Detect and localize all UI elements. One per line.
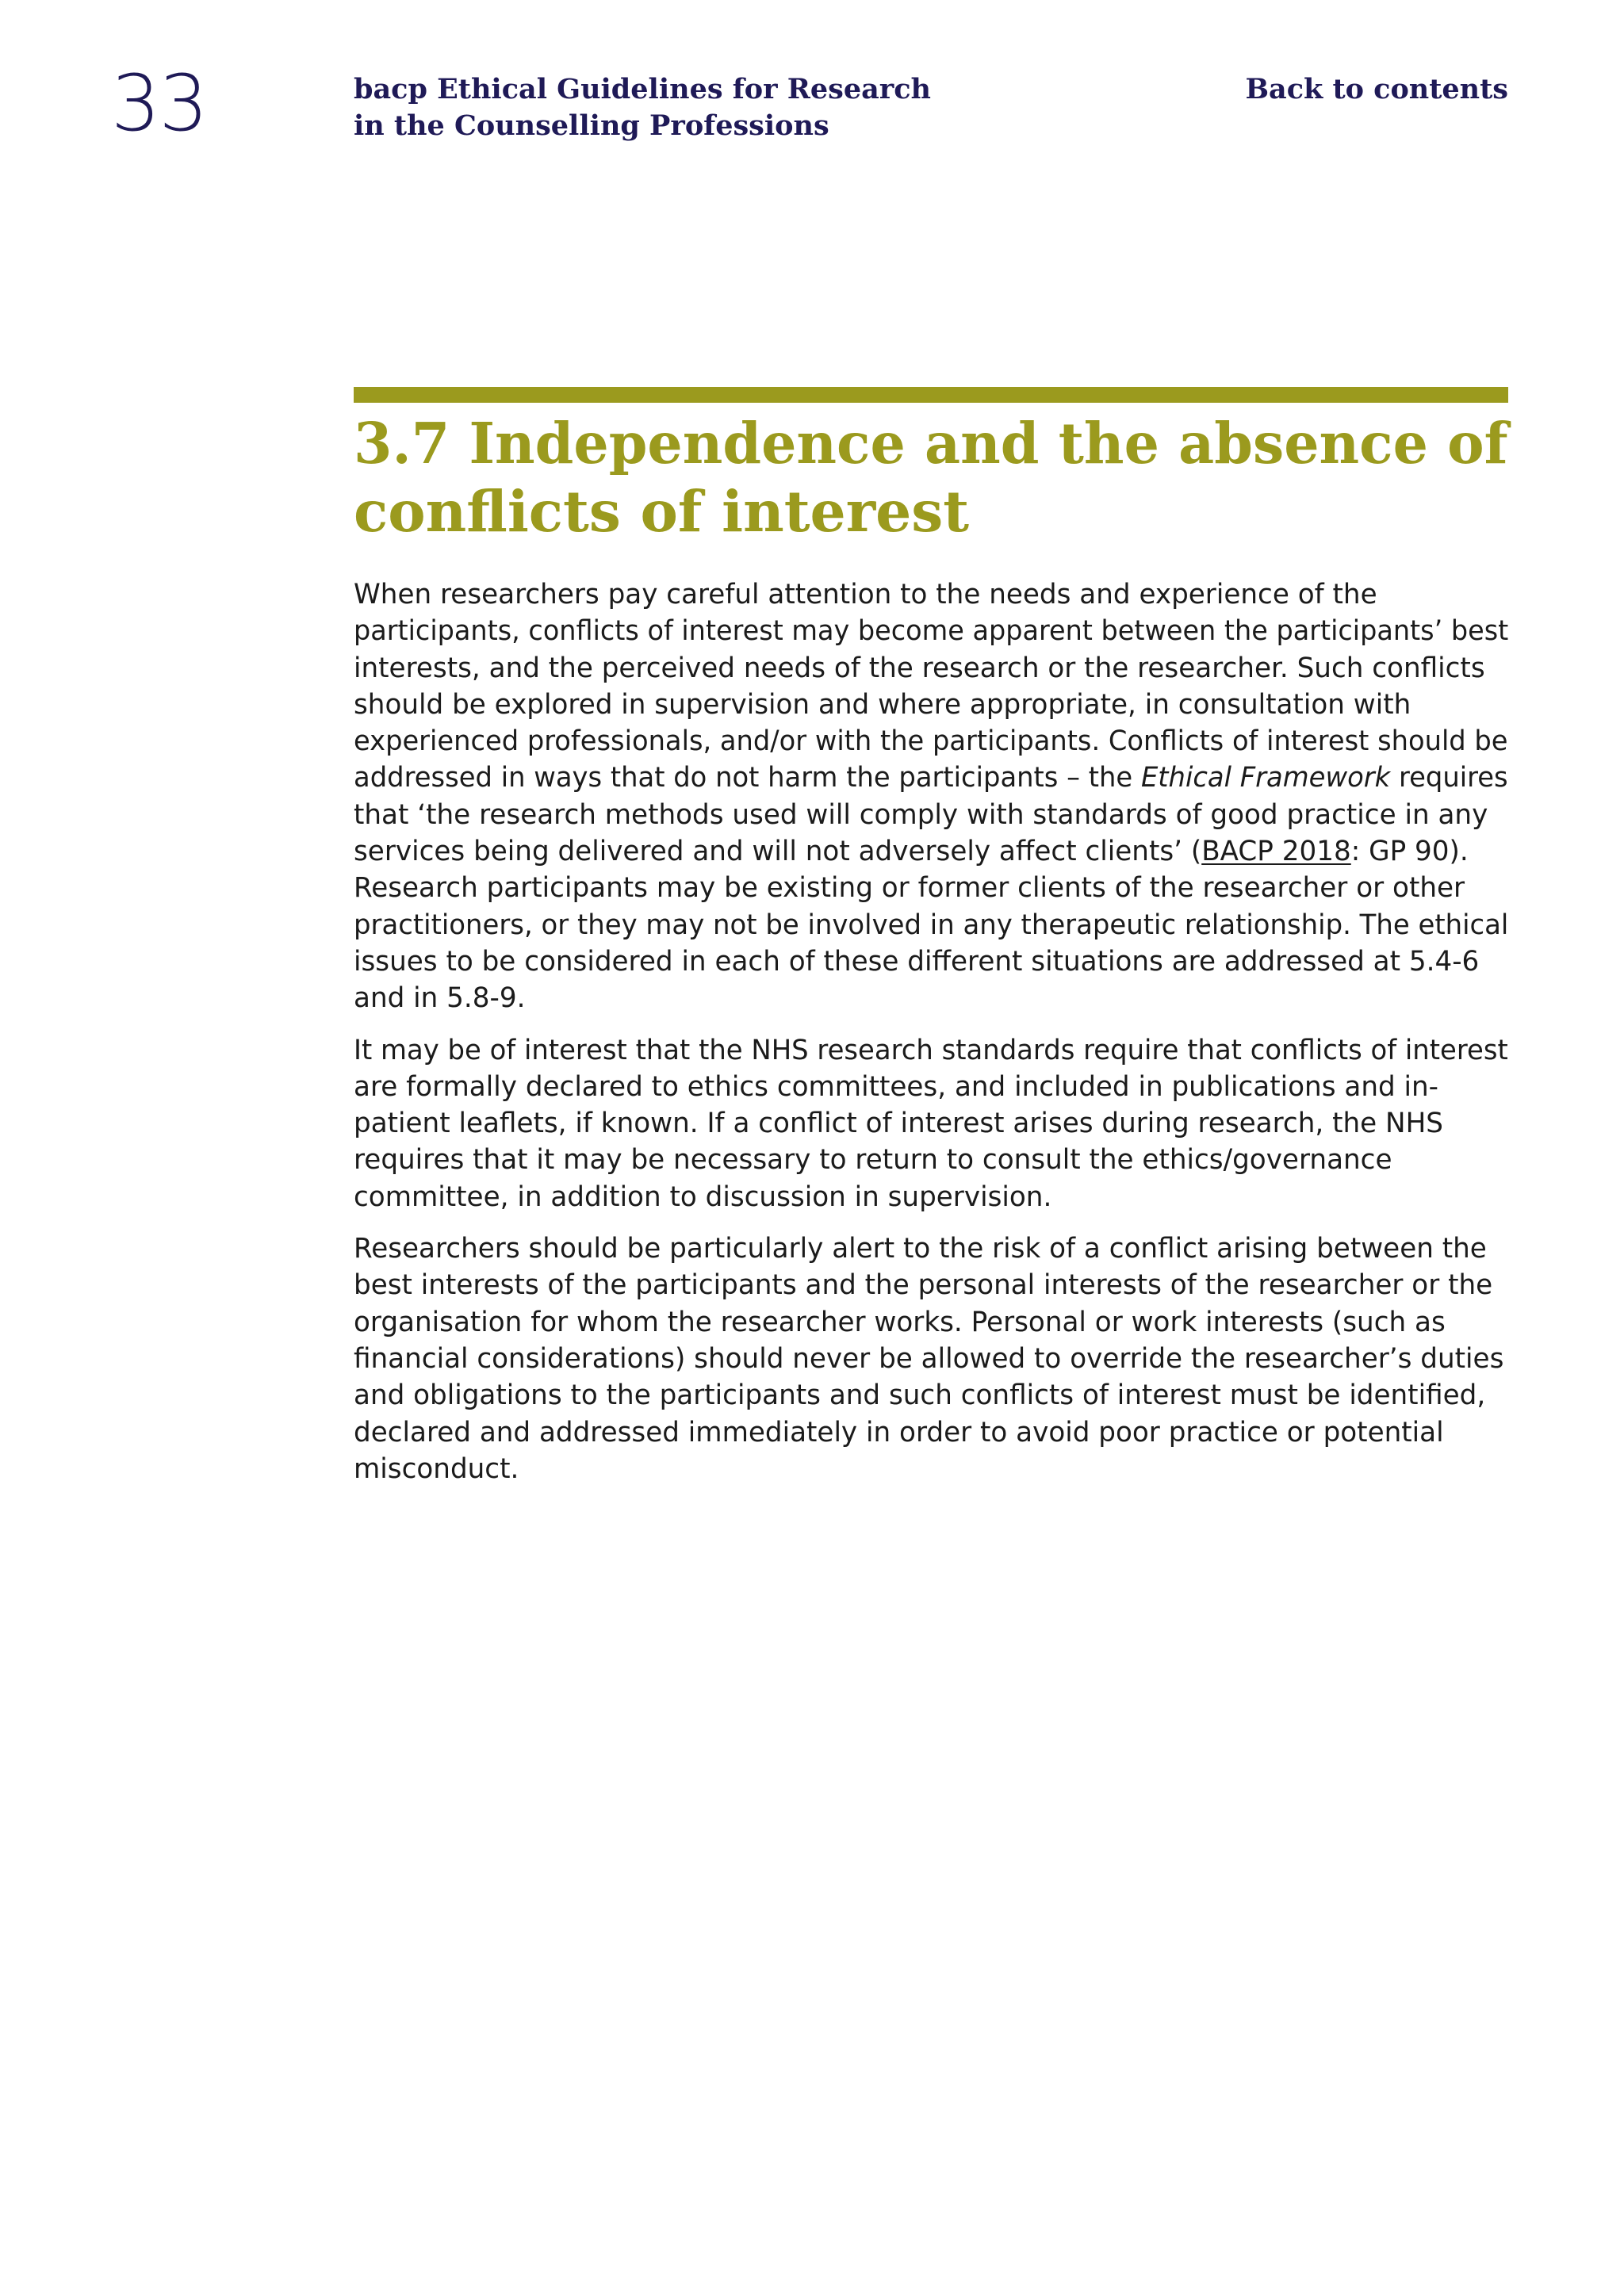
text-line: best interests of the participants and the personal interests of the researcher or the — [354, 1269, 1493, 1302]
text-line: patient leaflets, if known. If a conflict of interest arises during research, the NHS — [354, 1108, 1443, 1140]
text-line: requires that it may be necessary to return to consult the ethics/governance — [354, 1144, 1392, 1177]
text-line: organisation for whom the researcher works. Personal or work interests (such as — [354, 1306, 1446, 1338]
running-title — [354, 71, 931, 144]
paragraph-1 — [354, 576, 1519, 1017]
text-line — [354, 833, 1508, 870]
text-segment: requires — [1390, 762, 1508, 794]
section-body — [354, 576, 1519, 1502]
text-line: experienced professionals, and/or with the participants. Conflicts of interest should be — [354, 725, 1508, 758]
text-line: financial considerations) should never be allowed to override the researcher’s duties — [354, 1342, 1504, 1375]
text-line: declared and addressed immediately in order to avoid poor practice or potential — [354, 1416, 1444, 1448]
text-line: It may be of interest that the NHS research standards require that conflicts of interest — [354, 1034, 1508, 1066]
section-heading-line: 3.7 Independence and the absence of — [354, 410, 1508, 476]
paragraph-2 — [354, 1032, 1519, 1215]
text-segment: : GP 90). — [1350, 836, 1469, 868]
section-heading — [354, 409, 1508, 545]
running-title-line: in the Counselling Professions — [354, 109, 829, 142]
ethical-framework-title: Ethical Framework — [1140, 762, 1391, 794]
text-line: that ‘the research methods used will comply with standards of good practice in any — [354, 798, 1488, 831]
text-line: Researchers should be particularly alert to the risk of a conflict arising between the — [354, 1233, 1487, 1265]
text-line: Research participants may be existing or former clients of the researcher or other — [354, 872, 1465, 905]
text-line: committee, in addition to discussion in supervision. — [354, 1181, 1052, 1213]
text-line: interests, and the perceived needs of the research or the researcher. Such conflicts — [354, 652, 1485, 684]
text-line: participants, conflicts of interest may become apparent between the participants’ best — [354, 615, 1509, 648]
text-line: should be explored in supervision and where appropriate, in consultation with — [354, 688, 1411, 721]
running-title-line: bacp Ethical Guidelines for Research — [354, 73, 931, 105]
text-line: practitioners, or they may not be involved in any therapeutic relationship. The ethical — [354, 909, 1509, 941]
text-line: When researchers pay careful attention to the needs and experience of the — [354, 579, 1377, 610]
back-to-contents-link[interactable]: Back to contents — [1245, 73, 1508, 105]
text-line: and obligations to the participants and such conflicts of interest must be identified, — [354, 1380, 1486, 1412]
text-line — [354, 760, 1508, 796]
text-segment: services being delivered and will not adversely affect clients’ ( — [354, 836, 1202, 868]
text-line: misconduct. — [354, 1452, 519, 1485]
text-line: and in 5.8-9. — [354, 982, 526, 1015]
page-number: 33 — [111, 59, 207, 149]
bacp-2018-reference-link[interactable]: BACP 2018 — [1201, 836, 1351, 868]
text-line: issues to be considered in each of these different situations are addressed at 5.4-6 — [354, 945, 1480, 978]
section-divider — [354, 387, 1508, 403]
text-line: are formally declared to ethics committees, and included in publications and in- — [354, 1070, 1439, 1103]
text-segment: addressed in ways that do not harm the participants – the — [354, 762, 1141, 794]
section-heading-line: conflicts of interest — [354, 478, 970, 545]
paragraph-3 — [354, 1230, 1519, 1487]
